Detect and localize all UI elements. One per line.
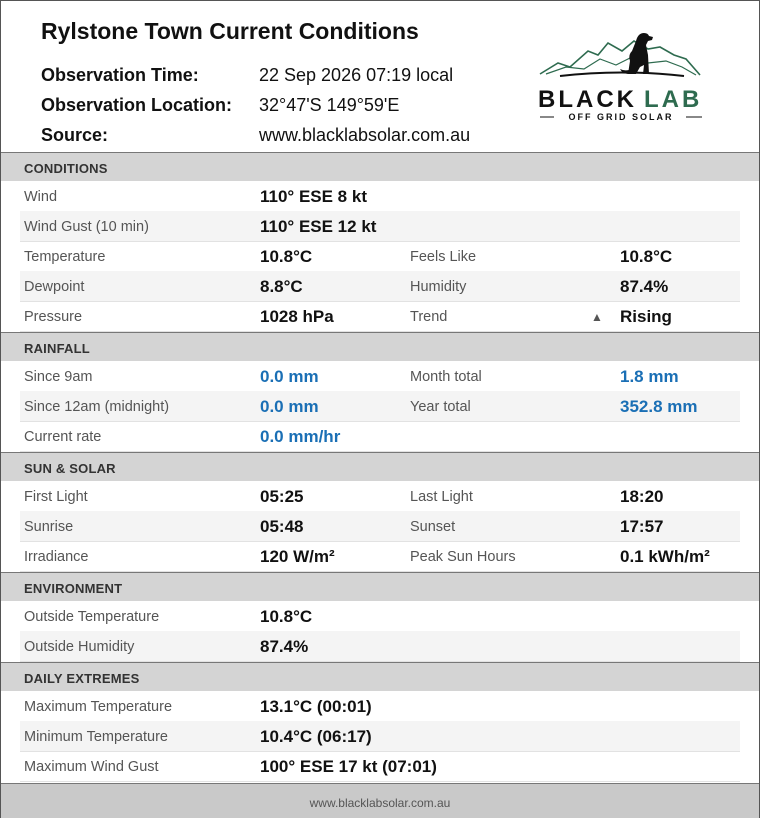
section-daily-extremes (1, 662, 759, 691)
table-row (20, 241, 740, 272)
outside-temperature-value: 10.8°C (260, 607, 313, 626)
humidity-label: Humidity (410, 279, 467, 295)
outside-temperature-label: Outside Temperature (24, 609, 160, 625)
peak-sun-hours-value: 0.1 kWh/m² (620, 547, 710, 566)
footer-link[interactable]: www.blacklabsolar.com.au (309, 796, 451, 810)
temperature-label: Temperature (24, 249, 106, 265)
temperature-value: 10.8°C (260, 247, 313, 266)
trend-up-icon: ▲ (591, 310, 603, 324)
humidity-value: 87.4% (620, 277, 669, 296)
irradiance-label: Irradiance (24, 549, 89, 565)
min-temperature-label: Minimum Temperature (24, 729, 168, 745)
table-row (20, 631, 740, 662)
dewpoint-label: Dewpoint (24, 279, 85, 295)
sunset-value: 17:57 (620, 517, 664, 536)
current-rate-value: 0.0 mm/hr (260, 427, 341, 446)
page-title: Rylstone Town Current Conditions (41, 18, 419, 44)
pressure-label: Pressure (24, 309, 83, 325)
table-row (20, 391, 740, 422)
table-row (20, 271, 740, 302)
footer (1, 783, 759, 818)
table-row (20, 361, 740, 392)
table-row (20, 181, 740, 212)
wind-label: Wind (24, 189, 58, 205)
wind-value: 110° ESE 8 kt (260, 187, 367, 206)
table-row (20, 211, 740, 242)
table-row (20, 721, 740, 752)
table-row (20, 421, 740, 452)
observation-location-label: Observation Location: (41, 95, 233, 115)
table-row (20, 601, 740, 632)
pressure-value: 1028 hPa (260, 307, 334, 326)
section-heading: SUN & SOLAR (24, 461, 116, 476)
section-environment (1, 572, 759, 601)
month-total-value: 1.8 mm (620, 367, 679, 386)
max-temperature-label: Maximum Temperature (24, 699, 173, 715)
sunrise-label: Sunrise (24, 519, 74, 535)
section-rainfall (1, 332, 759, 361)
section-conditions (1, 152, 759, 181)
observation-time-label: Observation Time: (41, 65, 199, 85)
section-heading: DAILY EXTREMES (24, 671, 140, 686)
first-light-value: 05:25 (260, 487, 304, 506)
peak-sun-hours-label: Peak Sun Hours (410, 549, 516, 565)
max-wind-gust-label: Maximum Wind Gust (24, 759, 159, 775)
gust-value: 110° ESE 12 kt (260, 217, 377, 236)
year-total-value: 352.8 mm (620, 397, 698, 416)
section-heading: RAINFALL (24, 341, 90, 356)
sunset-label: Sunset (410, 519, 456, 535)
source-label: Source: (41, 125, 109, 145)
first-light-label: First Light (24, 489, 88, 505)
table-row (20, 541, 740, 572)
trend-label: Trend (410, 309, 448, 325)
section-heading: ENVIRONMENT (24, 581, 123, 596)
since-9am-label: Since 9am (24, 369, 93, 385)
logo-word-lab: LAB (644, 86, 703, 113)
trend-value: Rising (620, 307, 672, 326)
table-row (20, 511, 740, 542)
current-rate-label: Current rate (24, 429, 102, 445)
gust-label: Wind Gust (10 min) (24, 219, 149, 235)
blacklab-logo (536, 29, 706, 124)
table-row (20, 691, 740, 722)
since-9am-value: 0.0 mm (260, 367, 319, 386)
table-row (20, 751, 740, 782)
logo-tagline: OFF GRID SOLAR (568, 112, 674, 122)
irradiance-value: 120 W/m² (260, 547, 335, 566)
feels-like-value: 10.8°C (620, 247, 673, 266)
max-wind-gust-value: 100° ESE 17 kt (07:01) (260, 757, 437, 776)
since-midnight-value: 0.0 mm (260, 397, 319, 416)
observation-time-value: 22 Sep 2026 07:19 local (259, 65, 454, 85)
table-row (20, 301, 740, 332)
min-temperature-value: 10.4°C (06:17) (260, 727, 372, 746)
year-total-label: Year total (410, 399, 471, 415)
outside-humidity-label: Outside Humidity (24, 639, 135, 655)
since-midnight-label: Since 12am (midnight) (24, 399, 170, 415)
last-light-label: Last Light (410, 489, 473, 505)
source-value[interactable]: www.blacklabsolar.com.au (259, 125, 471, 145)
section-sun-solar (1, 452, 759, 481)
dog-mountain-logo (540, 33, 700, 76)
header (1, 1, 759, 152)
dewpoint-value: 8.8°C (260, 277, 303, 296)
last-light-value: 18:20 (620, 487, 664, 506)
max-temperature-value: 13.1°C (00:01) (260, 697, 372, 716)
observation-location-value: 32°47'S 149°59'E (259, 95, 400, 115)
sunrise-value: 05:48 (260, 517, 304, 536)
outside-humidity-value: 87.4% (260, 637, 309, 656)
feels-like-label: Feels Like (410, 249, 477, 265)
table-row (20, 481, 740, 512)
section-heading: CONDITIONS (24, 161, 108, 176)
logo-word-black: BLACK (538, 86, 637, 113)
month-total-label: Month total (410, 369, 482, 385)
